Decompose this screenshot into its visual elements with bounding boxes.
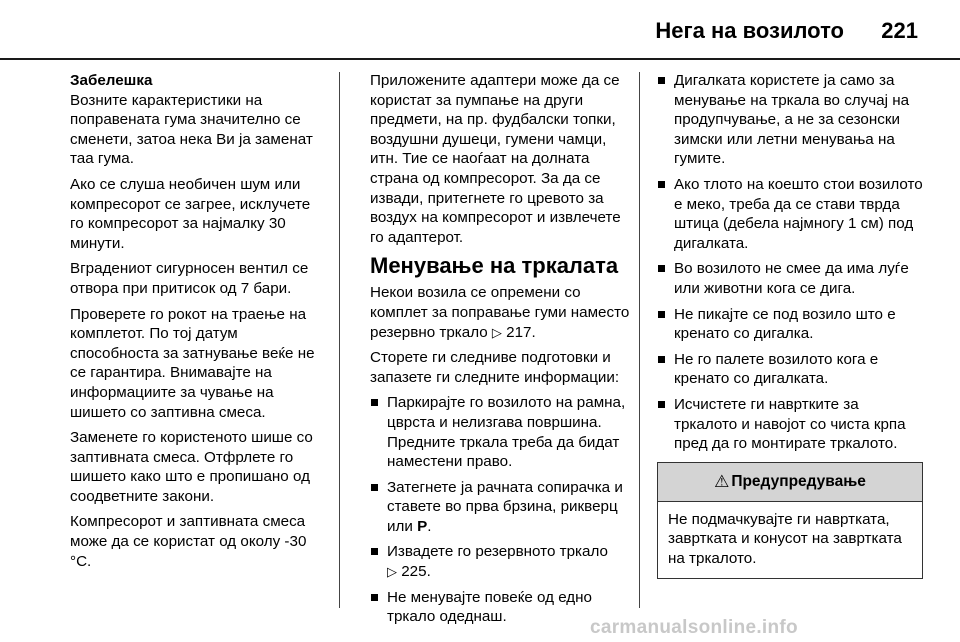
bullet-square-icon [658,311,665,318]
list-item: Дигалката користете ја само за менување на тркала во случај на продупчување, а не за сезонски зимски или летни менувања на гумите. [657,71,923,169]
bullet-square-icon [371,548,378,555]
gear-p-label: P [417,517,428,535]
bullet-square-icon [658,401,665,408]
bullet-square-icon [658,356,665,363]
paragraph: Компресорот и заптивната смеса може да се користат од околу -30 °C. [70,513,307,570]
warning-title: Предупредување [731,472,866,490]
column-divider [639,72,640,608]
page-header [0,8,960,54]
column-2 [370,71,632,633]
list-item: Ако тлото на коешто стои возилото е меко, треба да се стави тврда штица (дебела најмногу 1 см) под дигалката. [657,175,923,253]
section-title: Менување на тркалата [370,253,619,279]
list-item: Исчистете ги навртките за тркалото и навојот со чиста крпа пред да го монтирате тркалото. [657,395,923,454]
list-item: Во возилото не смее да има луѓе или животни кога се дига. [657,259,923,298]
paragraph: Сторете ги следниве подготовки и запазете ги следните информации: [370,349,620,386]
paragraph: Проверете го рокот на траење на комплетот. По тој датум способноста за затнување веќе не се гарантира. Внимавајте на информациите за чување на шишето со заптивна смеса. [70,305,315,421]
column-3 [657,71,923,579]
warning-text: Не подмачкувајте ги навртката, завртката и конусот на завртката на тркалото. [668,510,902,567]
safety-list [657,71,923,454]
column-1 [70,71,328,577]
watermark: carmanualsonline.info [590,617,798,638]
adapter-paragraph: Приложените адаптери може да се користат за пумпање на други предмети, на пр. фудбалски топки, воздушни душеци, гумени чамци, итн. Тие се наоѓаат на долната страна од компресорот. За да се извади, притегнете го цревото за воздух на компресорот и извлечете го адаптерот. [370,72,621,246]
page-title: Нега на возилото [655,18,844,43]
bullet-square-icon [371,399,378,406]
list-item: Извадете го резервното тркало ▷ 225. [370,542,632,581]
note-title: Забелешка [70,72,153,89]
paragraph: Вградениот сигурносен вентил се отвора при притисок од 7 бари. [70,260,309,297]
warning-header [658,463,922,502]
page-number: 221 [881,18,918,43]
reference-triangle-icon: ▷ [491,324,502,340]
page-reference[interactable]: 225. [401,563,431,581]
bullet-square-icon [658,265,665,272]
preparation-list [370,393,632,627]
list-item: Не го палете возилото кога е кренато со дигалката. [657,350,923,389]
reference-triangle-icon: ▷ [387,564,397,580]
warning-box [657,462,923,580]
page-reference[interactable]: 217. [506,323,536,341]
bullet-square-icon [658,77,665,84]
list-item: Паркирајте го возилото на рамна, цврста и нелизгава површина. Предните тркала треба да бидат наместени право. [370,393,632,471]
paragraph: Возните карактеристики на поправената гума значително се сменети, затоа нека Ви ја заменат таа гума. [70,91,313,168]
list-item: Затегнете ја рачната сопирачка и ставете во прва брзина, рикверц или P. [370,478,632,537]
paragraph: Некои возила се опремени со комплет за поправање гуми наместо резервно тркало ▷ 217. [370,284,630,341]
list-item: Не менувајте повеќе од едно тркало одеднаш. [370,588,632,627]
bullet-square-icon [371,594,378,601]
column-divider [339,72,340,608]
paragraph: Ако се слуша необичен шум или компресорот се загрее, исклучете го компресорот за најмалку 30 минути. [70,175,311,252]
warning-triangle-icon: ⚠ [714,471,730,491]
paragraph: Заменете го користеното шише со заптивната смеса. Отфрлете го шишето како што е пропишано од соодветните закони. [70,429,313,505]
bullet-square-icon [658,181,665,188]
bullet-square-icon [371,484,378,491]
header-rule [0,58,960,60]
list-item: Не пикајте се под возило што е кренато со дигалка. [657,305,923,344]
